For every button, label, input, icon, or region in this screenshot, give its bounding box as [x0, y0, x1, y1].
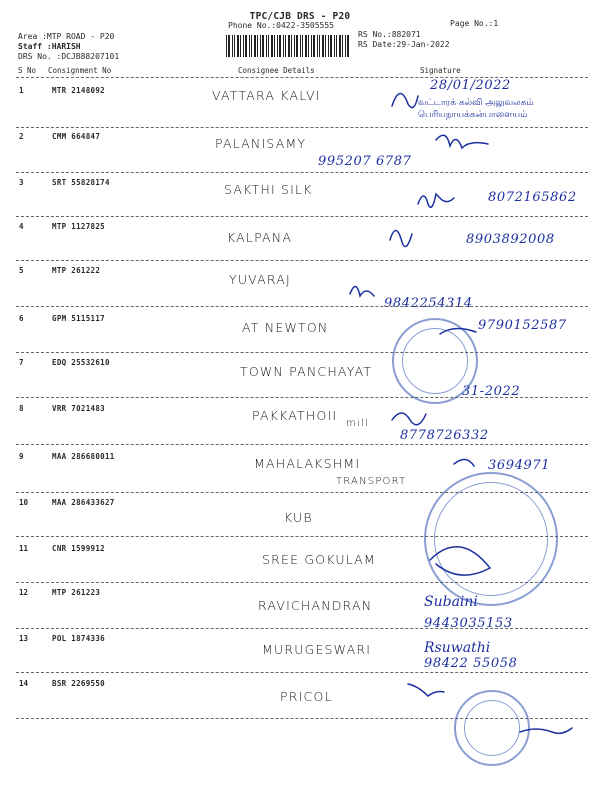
- row-divider: [16, 444, 588, 445]
- row-consignment-no: CNR 1599912: [52, 544, 105, 553]
- row-divider: [16, 127, 588, 128]
- row-consignee: SAKTHI SILK: [224, 182, 313, 197]
- row-consignment-no: EDQ 25532610: [52, 358, 110, 367]
- table-row: [0, 314, 600, 362]
- barcode: [226, 35, 352, 57]
- row-consignee: TOWN PANCHAYAT: [240, 364, 373, 379]
- row-sno: 4: [19, 222, 24, 231]
- row-sno: 10: [19, 498, 29, 507]
- row-consignee: MAHALAKSHMI: [254, 456, 361, 471]
- row-sno: 8: [19, 404, 24, 413]
- row-signature-phone: 9790152587: [478, 318, 567, 333]
- row-divider: [16, 306, 588, 307]
- row-stamp-line-1: வட்டாரக் கல்வி அலுவலகம்: [418, 98, 534, 108]
- row-consignment-no: CMM 664847: [52, 132, 101, 141]
- row-divider: [16, 352, 588, 353]
- row-signature-date: 28/01/2022: [430, 78, 511, 93]
- row-divider: [16, 628, 588, 629]
- col-signature: Signature: [420, 66, 461, 75]
- row-consignment-no: MAA 286680011: [52, 452, 115, 461]
- col-sno: S No: [18, 66, 37, 75]
- row-consignee: YUVARAJ: [229, 272, 291, 287]
- row-sno: 7: [19, 358, 24, 367]
- area-line: Area :MTP ROAD - P20: [18, 32, 115, 41]
- row-consignee: KALPANA: [227, 230, 293, 245]
- row-sno: 12: [19, 588, 29, 597]
- row-consignment-no: SRT 55828174: [52, 178, 110, 187]
- table-row: [0, 222, 600, 270]
- rs-number: RS No.:882071: [358, 30, 421, 39]
- row-signature-phone: 8903892008: [466, 232, 555, 247]
- staff-line: Staff :HARISH: [18, 42, 81, 51]
- row-signature-phone: 3694971: [488, 458, 551, 473]
- row-sno: 5: [19, 266, 24, 275]
- row-signature-phone: 8072165862: [488, 190, 577, 205]
- row-signature-phone: 98422 55058: [424, 656, 518, 671]
- row-consignment-no: GPM 5115117: [52, 314, 105, 323]
- row-consignment-no: MAA 286433627: [52, 498, 115, 507]
- row-sno: 6: [19, 314, 24, 323]
- row-sno: 11: [19, 544, 29, 553]
- col-consignment: Consignment No: [48, 66, 112, 75]
- row-consignment-no: MTP 1127825: [52, 222, 105, 231]
- row-consignment-no: MTR 2148092: [52, 86, 105, 95]
- row-signature-phone: 8778726332: [400, 428, 489, 443]
- row-consignment-no: VRR 7021483: [52, 404, 105, 413]
- row-divider: [16, 216, 588, 217]
- sheet-info-right: [358, 30, 450, 50]
- row-sno: 13: [19, 634, 29, 643]
- row-consignee: VATTARA KALVI: [212, 88, 321, 103]
- col-consignee-details: Consignee Details: [238, 66, 315, 75]
- phone-number: Phone No.:0422-3505555: [228, 21, 334, 30]
- company-seal-stamp: [424, 472, 558, 606]
- row-consignment-no: POL 1874336: [52, 634, 105, 643]
- row-divider: [16, 672, 588, 673]
- table-row: [0, 178, 600, 226]
- row-signature-name: Rsuwathi: [424, 640, 491, 656]
- sheet-info-left: [18, 32, 119, 62]
- office-seal-stamp: [392, 318, 478, 404]
- row-signature-date: 31-2022: [462, 384, 521, 399]
- row-consignee: PRICOL: [280, 689, 333, 704]
- row-signature-name: Subaini: [424, 594, 478, 610]
- row-consignee: KUB: [284, 510, 313, 525]
- row-consignee-line-2: TRANSPORT: [336, 476, 407, 487]
- row-consignment-no: BSR 2269550: [52, 679, 105, 688]
- sheet-title: TPC/CJB DRS - P20: [249, 11, 351, 22]
- row-divider: [16, 172, 588, 173]
- rs-date: RS Date:29-Jan-2022: [358, 40, 450, 49]
- row-stamp-line-2: பெரியநாயக்கன்பாளையம்: [418, 110, 528, 120]
- row-signature-phone: 9443035153: [424, 616, 513, 631]
- pricol-seal-stamp: [454, 690, 530, 766]
- row-consignee: PALANISAMY: [215, 136, 307, 151]
- row-consignee: SREE GOKULAM: [262, 552, 376, 567]
- row-sno: 2: [19, 132, 24, 141]
- row-sno: 3: [19, 178, 24, 187]
- table-row: [0, 634, 600, 682]
- row-consignee: MURUGESWARI: [262, 642, 372, 657]
- row-consignee-line-2: mill: [346, 418, 369, 429]
- drs-number: DRS No. :DCJB88207101: [18, 52, 120, 61]
- row-consignee: RAVICHANDRAN: [258, 598, 373, 613]
- page-number: Page No.:1: [450, 19, 499, 28]
- row-consignment-no: MTP 261223: [52, 588, 101, 597]
- row-signature-phone: 9842254314: [384, 296, 473, 311]
- row-sno: 9: [19, 452, 24, 461]
- row-signature-phone: 995207 6787: [318, 154, 412, 169]
- row-consignee: AT NEWTON: [242, 320, 329, 335]
- row-consignee: PAKKATHOII: [252, 408, 338, 423]
- table-row: [0, 358, 600, 406]
- row-sno: 14: [19, 679, 29, 688]
- row-consignment-no: MTP 261222: [52, 266, 101, 275]
- row-sno: 1: [19, 86, 24, 95]
- row-divider: [16, 397, 588, 398]
- row-divider: [16, 260, 588, 261]
